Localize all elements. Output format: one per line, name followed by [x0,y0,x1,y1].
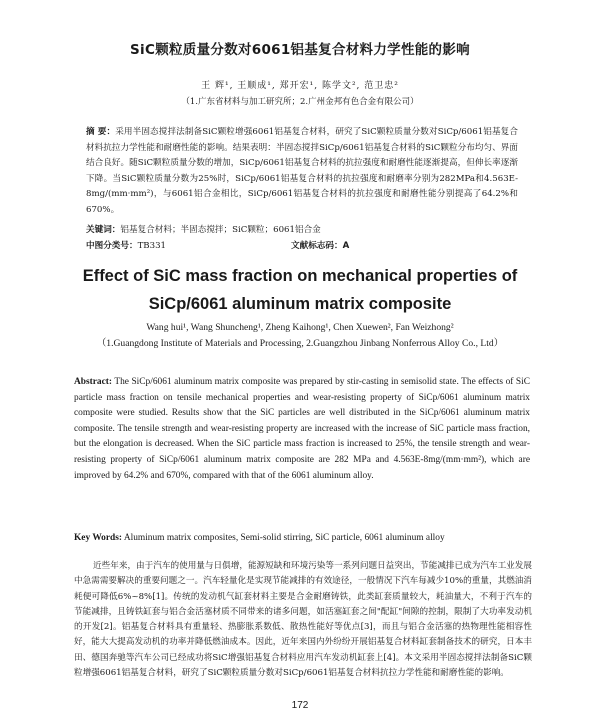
chinese-affiliation: （1.广东省材料与加工研究所；2.广州金邦有色合金有限公司） [181,97,419,107]
english-affiliation: （1.Guangdong Institute of Materials and Processing, 2.Guangzhou Jinbang Nonferrous Alloy Co., Ltd） [96,338,504,349]
english-title-line-1: Effect of SiC mass fraction on mechanical properties of [82,267,518,285]
chinese-abstract [86,125,518,219]
chinese-keywords [86,223,518,237]
document-code-value: A [342,241,350,251]
chinese-abstract-label: 摘 要： [86,127,116,137]
english-keywords-label: Key Words: [74,533,123,543]
english-abstract-text: The SiCp/6061 aluminum matrix composite was prepared by stir-casting in semisolid state. The effects of SiC particle mass fraction on tensile mechanical properties and wear-resisting property of SiCp/6061 aluminum matrix composite were studied. Results show that the SiC particles are well distributed in the SiCp/6061 aluminum matrix composite. The tensile strength and wear-resisting property are increased with the increase of SiC particle mass fraction, but the elongation is decreased. When the SiC particle mass fraction is increased to 25%, the tensile strength and wear-resisting property of SiCp/6061 aluminum matrix composite are 282 MPa and 4.563E-8mg/(mm·mm²), which are improved by 64.2% and 670%, compared with that of the 6061 aluminum alloy. [74,377,530,481]
chinese-title: SiC颗粒质量分数对6061铝基复合材料力学性能的影响 [130,42,470,58]
chinese-abstract-text: 采用半固态搅拌法制备SiC颗粒增强6061铝基复合材料，研究了SiC颗粒质量分数对SiCp/6061铝基复合材料抗拉力学性能和耐磨性能的影响。结果表明：半固态搅拌SiCp/6061铝基复合材料的SiC颗粒分布均匀、界面结合良好。随SiC颗粒质量分数的增加，SiCp/6061铝基复合材料的抗拉强度和耐磨性能逐渐提高，但伸长率逐渐下降。当SiC颗粒质量分数为25%时，SiCp/6061铝基复合材料的抗拉强度和耐磨率分别为282MPa和4.563E-8mg/(mm·mm²)，与6061铝合金相比，SiCp/6061铝基复合材料的抗拉强度和耐磨性能分别提高了64.2%和670%。 [86,127,518,215]
document-code [291,239,349,253]
page-number: 172 [291,700,309,711]
english-title [40,262,560,318]
chinese-authors: 王 辉¹, 王顺成¹, 郑开宏¹, 陈学文², 范卫忠² [201,81,399,91]
english-title-line-2: SiCp/6061 aluminum matrix composite [148,295,452,313]
introduction-text: 近些年来，由于汽车的使用量与日俱增，能源短缺和环境污染等一系列问题日益突出，节能减排已成为汽车工业发展中急需需要解决的重要问题之一。汽车轻量化是实现节能减排的有效途径，一般情况下汽车每减少10%的重量，其燃油消耗便可降低6%~8%[1]。传统的发动机气缸套材料主要是合金耐磨铸铁，此类缸套质量较大，耗油量大，不利于汽车的节能减排，且铸铁缸套与铝合金活塞材质不同带来的诸多问题，如活塞缸套之间"配缸"间隙的控制，限制了大功率发动机的开发[2]。铝基复合材料具有重量轻、热膨胀系数低、散热性能好等优点[3]，而且与铝合金活塞的热物理性能相容性好，能大大提高发动机的功率并降低燃油成本。因此，近年来国内外纷纷开展铝基复合材料缸套制备技术的研究，日本丰田、德国奔驰等汽车公司已经成功将SiC增强铝基复合材料应用汽车发动机缸套上[4]。本文采用半固态搅拌法制备SiC颗粒增强6061铝基复合材料，研究了SiC颗粒质量分数对SiCp/6061铝基复合材料抗拉力学性能和耐磨性能的影响。 [74,561,532,679]
introduction-paragraph [74,559,532,681]
document-code-label: 文献标志码： [291,241,343,251]
english-abstract [74,375,530,484]
chinese-keywords-label: 关键词： [86,225,121,235]
english-keywords [74,531,534,546]
classification-line [86,239,518,253]
english-abstract-label: Abstract: [74,377,113,387]
classification-value: TB331 [137,241,167,251]
classification-label: 中图分类号： [86,241,138,251]
chinese-keywords-text: 铝基复合材料；半固态搅拌；SiC颗粒；6061铝合金 [120,225,321,235]
english-keywords-text: Aluminum matrix composites, Semi-solid stirring, SiC particle, 6061 aluminum alloy [123,533,445,543]
english-authors: Wang hui¹, Wang Shuncheng¹, Zheng Kaihong¹, Chen Xuewen², Fan Weizhong² [146,322,454,333]
